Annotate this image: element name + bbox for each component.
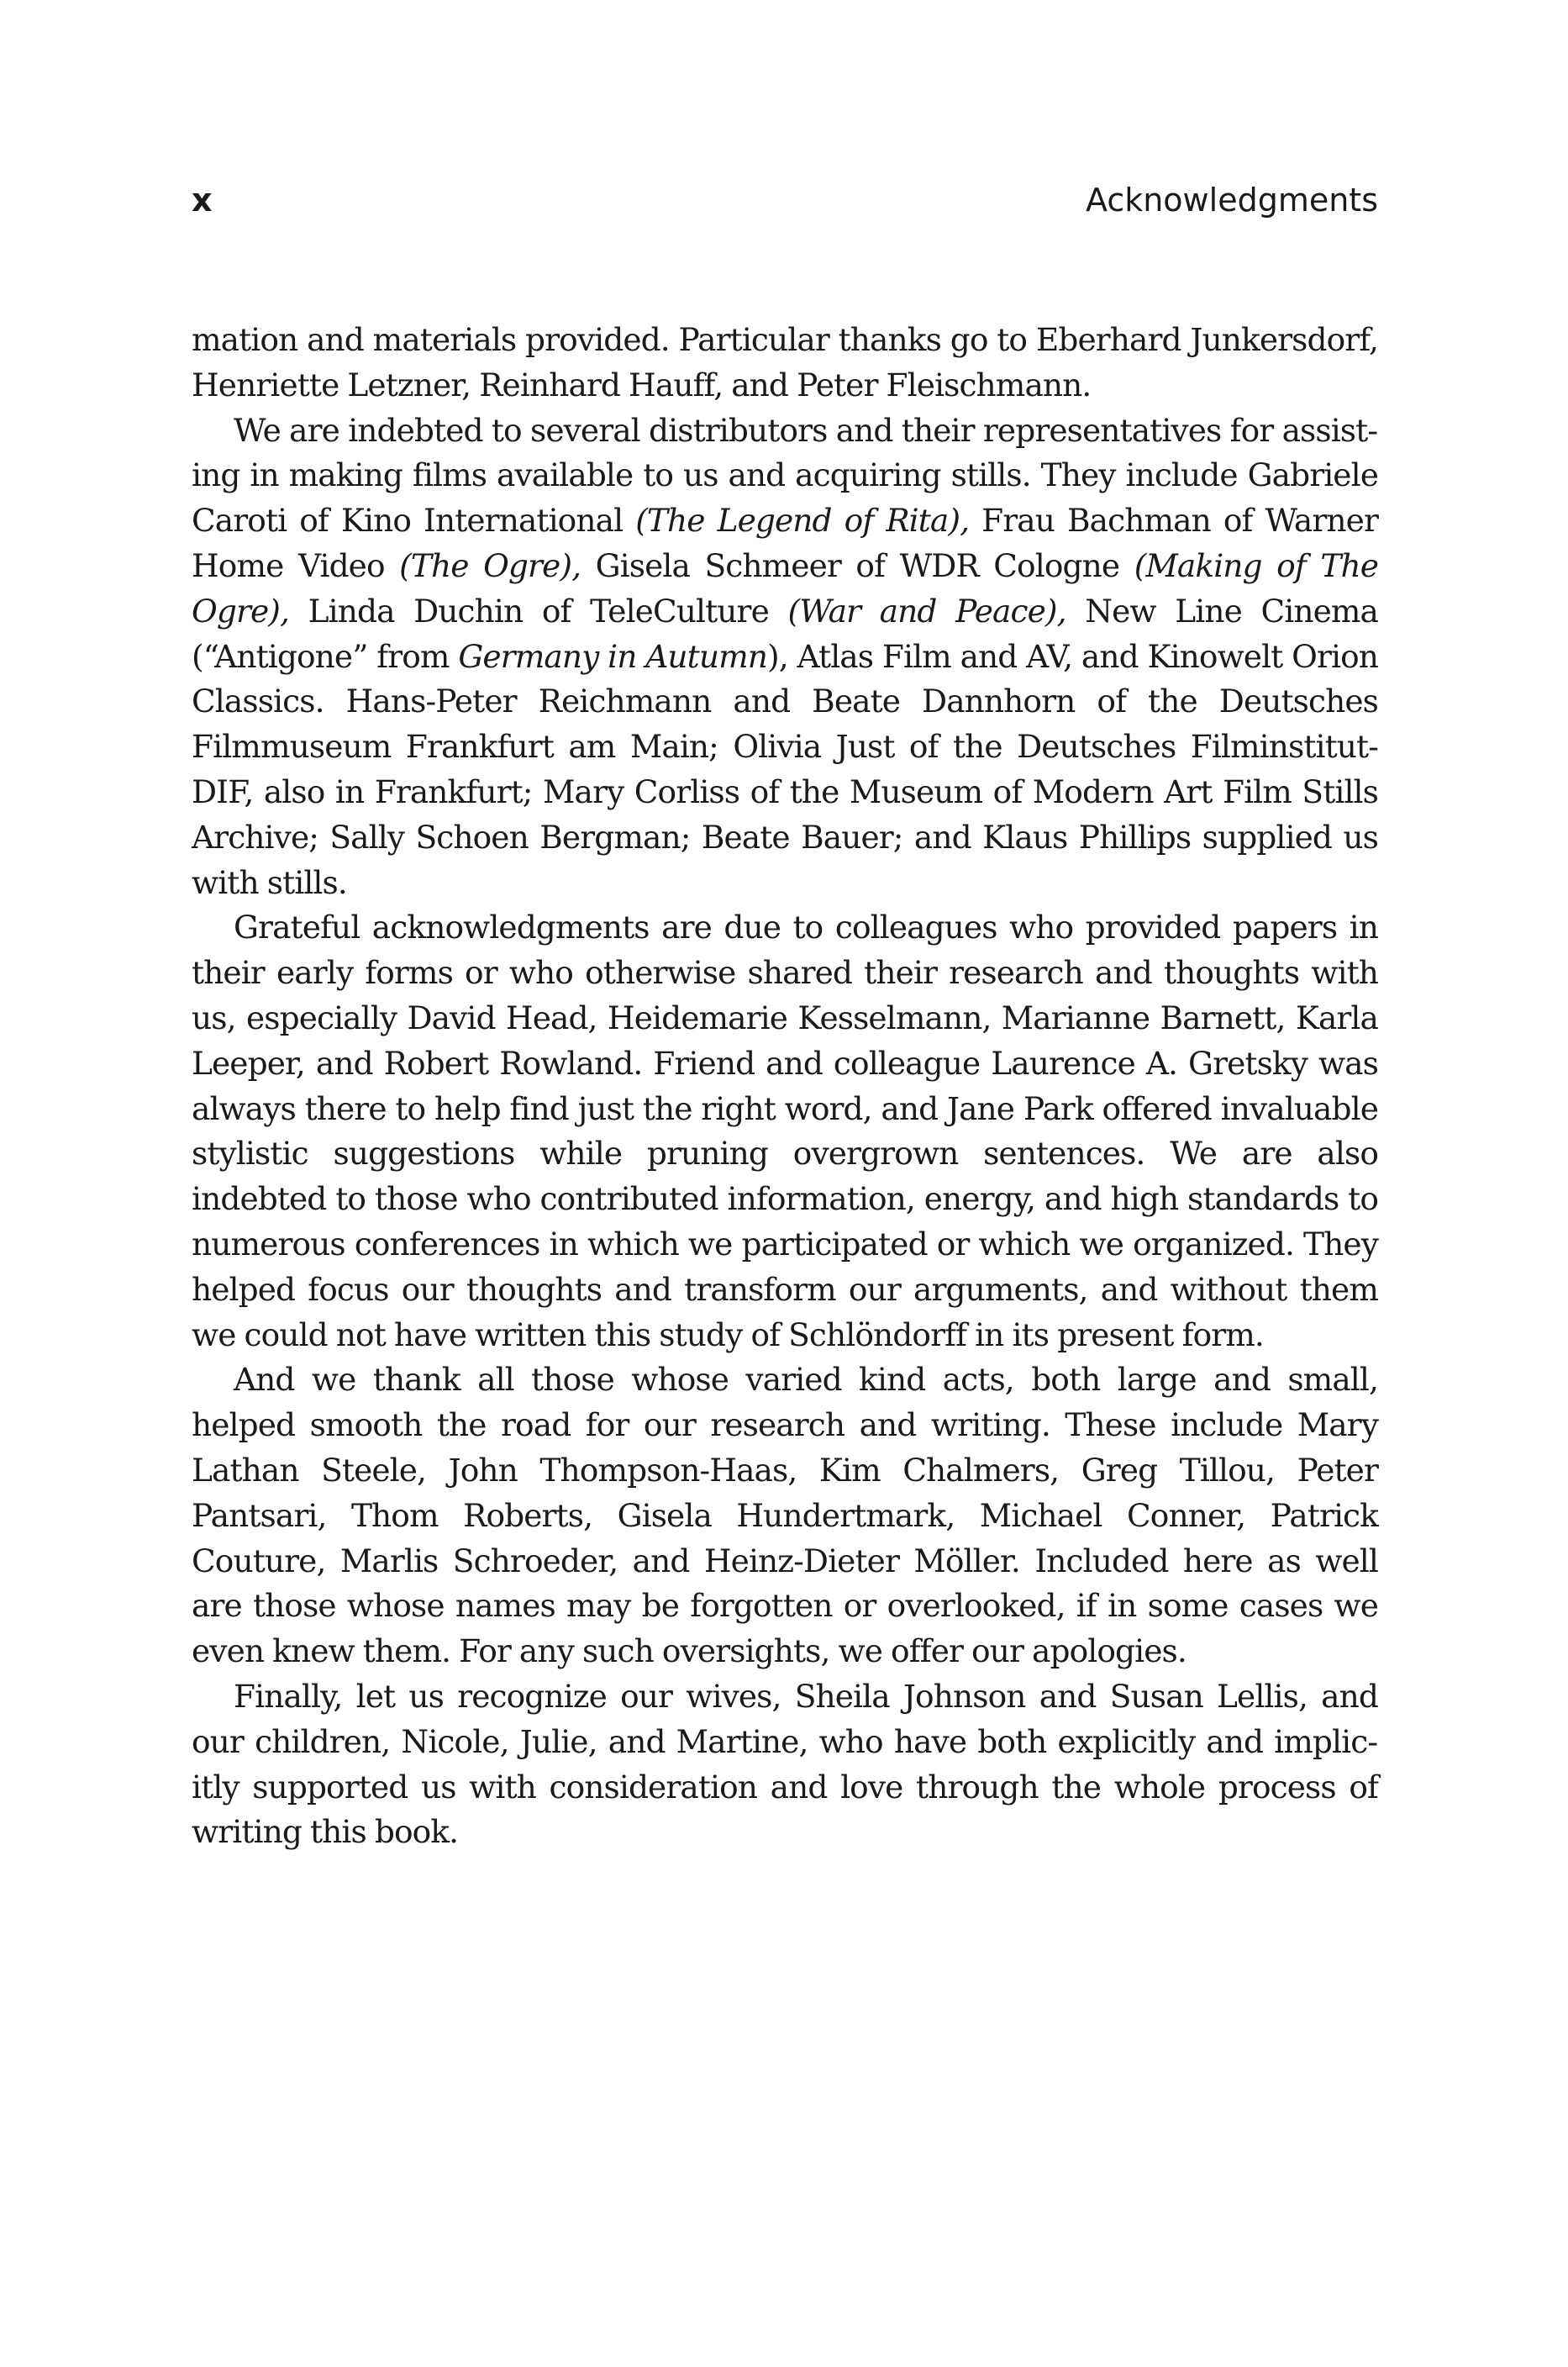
paragraph-continuation [192, 318, 1378, 409]
film-title-italic: Germany in Autumn [458, 637, 767, 675]
text-run: Finally, let us recognize our wives, Sheila Johnson and Susan Lellis, and our children, Nicole, Julie, and Martine, who have both explicitly and implicitly supported us with consideration and love through the whole process of writing this book. [192, 1677, 1378, 1851]
text-run: And we thank all those whose varied kind acts, both large and small, helped smooth the road for our research and writing. These include Mary Lathan Steele, John Thompson-Haas, Kim Chalmers, Greg Tillou, Peter Pantsari, Thom Roberts, Gisela Hundertmark, Michael Conner, Patrick Couture, Marlis Schroeder, and Heinz-Dieter Möller. Included here as well are those whose names may be forgotten or overlooked, if in some cases we even knew them. For any such oversights, we offer our apologies. [192, 1361, 1378, 1670]
running-head [192, 175, 1378, 225]
paragraph-distributors [192, 409, 1378, 906]
text-run: Grateful acknowledgments are due to colleagues who provided papers in their early forms or who otherwise shared their research and thoughts with us, especially David Head, Heidemarie Kesselmann, Marianne Barnett, Karla Leeper, and Robert Rowland. Friend and colleague Laurence A. Gretsky was always there to help find just the right word, and Jane Park offered invaluable stylistic suggestions while pruning overgrown sentences. We are also indebted to those who contributed information, energy, and high standards to numerous conferences in which we participated or which we organized. They helped focus our thoughts and transform our arguments, and without them we could not have written this study of Schlöndorff in its present form. [192, 909, 1378, 1353]
film-title-italic: (War and Peace), [787, 592, 1066, 630]
page-number: x [192, 182, 213, 219]
text-run: mation and materials provided. Particular thanks go to Eberhard Junkersdorf, Henriette Letzner, Reinhard Hauff, and Peter Fleischmann. [192, 321, 1378, 403]
film-title-italic: (Making of The Ogre), [192, 546, 1379, 630]
text-run: Gisela Schmeer of WDR Cologne [581, 546, 1134, 584]
text-run: Frau Bachman of Warner Home Video [192, 502, 1378, 584]
body-text [192, 318, 1378, 1855]
paragraph-family [192, 1674, 1378, 1855]
paragraph-thanks [192, 1357, 1378, 1674]
text-run: Linda Duchin of TeleCulture [289, 592, 788, 630]
text-run: ), Atlas Film and AV, and Kinowelt Orion Classics. Hans-Peter Reichmann and Beate Dannhorn of the Deutsches Filmmuseum Frankfurt am Main; Olivia Just of the Deutsches Filminstitut-DIF, also in Frankfurt; Mary Corliss of the Museum of Modern Art Film Stills Archive; Sally Schoen Bergman; Beate Bauer; and Klaus Phillips supplied us with stills. [192, 637, 1378, 901]
paragraph-colleagues [192, 905, 1378, 1357]
text-run: We are indebted to several distributors and their representatives for assisting in making films available to us and acquiring stills. They include Gabriele Caroti of Kino International [192, 411, 1378, 540]
film-title-italic: (The Legend of Rita), [635, 502, 970, 540]
film-title-italic: (The Ogre), [399, 546, 581, 584]
section-title: Acknowledgments [1086, 182, 1378, 219]
text-run: New Line Cinema (“Antigone” from [192, 592, 1379, 675]
